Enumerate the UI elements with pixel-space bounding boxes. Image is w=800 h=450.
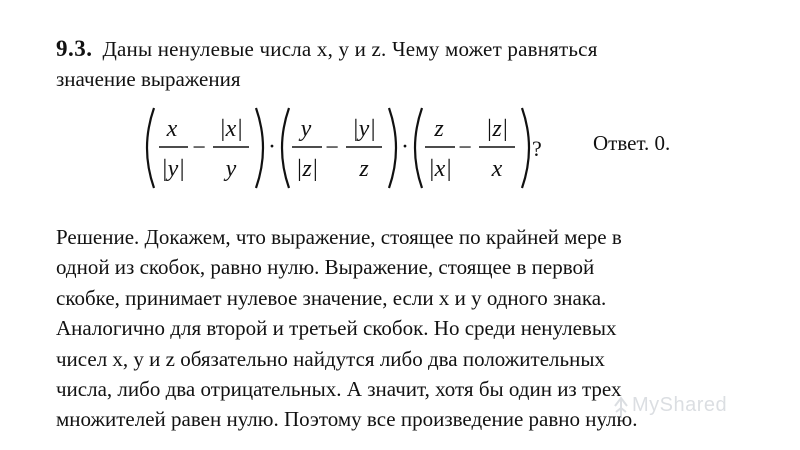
solution-line: скобке, принимает нулевое значение, если x и y одного знака. (56, 285, 607, 310)
fraction-numerator: y (300, 116, 312, 142)
solution-line: одной из скобок, равно нулю. Выражение, стоящее в первой (56, 255, 595, 280)
fraction-denominator: y (225, 156, 237, 182)
watermark-text: MyShared (632, 394, 728, 416)
fraction-numerator: |x| (219, 116, 243, 142)
myshared-logo-icon (612, 396, 630, 420)
problem-number: 9.3. (56, 36, 93, 61)
right-paren (389, 108, 396, 188)
fraction-numerator: |y| (352, 116, 376, 142)
problem-text-line2: значение выражения (56, 67, 241, 91)
right-paren (256, 108, 263, 188)
fraction-denominator: |x| (428, 156, 452, 182)
problem-statement (56, 34, 756, 64)
question-mark: ? (532, 136, 542, 161)
solution-line: множителей равен нулю. Поэтому все произведение равно нулю. (56, 407, 638, 432)
right-paren (522, 108, 529, 188)
fraction-denominator: |z| (295, 156, 319, 182)
left-paren (415, 108, 422, 188)
problem-text-line1: Даны ненулевые числа x, y и z. Чему может равняться (102, 37, 598, 61)
fraction-denominator: z (359, 156, 369, 182)
factor-1 (147, 108, 263, 188)
solution-line: Решение. Докажем, что выражение, стоящее по крайней мере в (56, 225, 622, 249)
fraction-numerator: z (434, 116, 444, 142)
minus-sign: − (458, 135, 472, 161)
solution-line: числа, либо два отрицательных. А значит, хотя бы один из трех (56, 377, 622, 402)
fraction-denominator: x (491, 156, 503, 182)
fraction-numerator: |z| (485, 116, 509, 142)
solution-line: Аналогично для второй и третьей скобок. Но среди ненулевых (56, 316, 617, 341)
factor-2 (282, 108, 396, 188)
multiplication-dot: · (401, 134, 409, 160)
solution-line: чисел x, y и z обязательно найдутся либо два положительных (56, 346, 605, 371)
fraction-denominator: |y| (161, 156, 185, 182)
fraction-numerator: x (166, 116, 178, 142)
left-paren (147, 108, 154, 188)
left-paren (282, 108, 289, 188)
multiplication-dot: · (268, 134, 276, 160)
math-expression (142, 100, 542, 196)
factor-3 (415, 108, 529, 188)
answer: Ответ. 0. (593, 131, 671, 155)
watermark (612, 392, 772, 422)
minus-sign: − (192, 135, 206, 161)
minus-sign: − (325, 135, 339, 161)
